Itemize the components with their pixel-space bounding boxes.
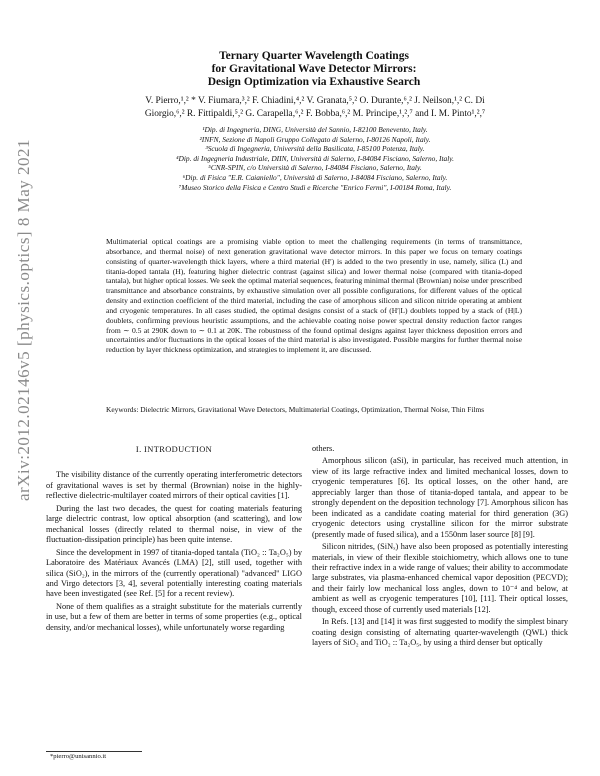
affiliations	[70, 125, 560, 192]
left-column	[46, 442, 302, 635]
keywords: Keywords: Dielectric Mirrors, Gravitational Wave Detectors, Multimaterial Coatings, Optimization, Thermal Noise, Thin Films	[106, 405, 485, 414]
paragraph: During the last two decades, the quest for coating materials featuring large dielectric contrast, low optical absorption (and scattering), and low mechanical losses (directly related to thermal noise, in view of the fluctuation-dissipation principle) has been quite intense.	[46, 503, 302, 545]
paragraph: Amorphous silicon (aSi), in particular, has received much attention, in view of its large refractive index and limited mechanical losses, down to cryogenic temperatures [6]. Its optical losses, on the other hand, are appreciably larger than those of titania-doped tantala, and appear to be strongly dependent on the deposition technology [7]. Amorphous silicon has been indicated as a candidate coating material for third generation (3G) cryogenic detectors using crystalline silicon for the mirror substrate (presently made of fused silica), and a 1550nm laser source [8] [9].	[312, 456, 568, 539]
paragraph: The visibility distance of the currently operating interferometric detectors of gravitational waves is set by thermal (Brownian) noise in the highly-reflective dielectric-multilayer coated mirrors of their optical cavities [1].	[46, 470, 302, 501]
title-line-1: Ternary Quarter Wavelength Coatings	[219, 50, 409, 62]
paragraph: Silicon nitrides, (SiNₓ) have also been proposed as potentially interesting materials, in view of their flexible stoichiometry, which allows one to tune their refractive index in a wide range of values; their ability to accommodate large substrates, via plasma-enhanced chemical vapor deposition (PECVD); and their fairly low mechanical loss angles, down to 10⁻⁴ and below, at ambient as well as cryogenic temperatures [10], [11]. Their optical losses, though, exceed those of currently used materials [12].	[312, 542, 568, 614]
paper-title	[60, 50, 568, 89]
section-heading: I. INTRODUCTION	[135, 445, 213, 454]
affiliation-2: ²INFN, Sezione di Napoli Gruppo Collegato di Salerno, I-80126 Napoli, Italy.	[199, 134, 431, 144]
paragraph: In Refs. [13] and [14] it was first suggested to modify the simplest binary coating design consisting of alternating quarter-wavelength (QWL) thick layers of SiO₂ and TiO₂ :: Ta₂O₅, by using a third denser but optically	[312, 617, 568, 648]
paragraph: None of them qualifies as a straight substitute for the materials currently in use, but a few of them are better in terms of some properties (e.g., optical density, and/or mechanical losses), while unfortunately worse regarding	[46, 601, 302, 632]
affiliation-7: ⁷Museo Storico della Fisica e Centro Studi e Ricerche "Enrico Fermi", I-00184 Roma, Italy.	[178, 182, 452, 192]
arxiv-identifier	[12, 20, 36, 620]
paragraph-continuation: others.	[312, 444, 335, 453]
affiliation-4: ⁴Dip. di Ingegneria Industriale, DIIN, Università di Salerno, I-84084 Fisciano, Salerno, Italy.	[175, 153, 455, 163]
affiliation-5: ⁵CNR-SPIN, c/o Università di Salerno, I-84084 Fisciano, Salerno, Italy.	[208, 163, 422, 173]
affiliation-3: ³Scuola di Ingegneria, Università della Basilicata, I-85100 Potenza, Italy.	[205, 144, 425, 154]
affiliation-1: ¹Dip. di Ingegneria, DING, Università del Sannio, I-82100 Benevento, Italy.	[202, 125, 428, 134]
right-column	[312, 444, 568, 651]
footnote-rule	[46, 751, 142, 752]
affiliation-6: ⁶Dip. di Fisica "E.R. Caianiello", Università di Salerno, I-84084 Fisciano, Salerno, Italy.	[182, 172, 448, 182]
paragraph: Since the development in 1997 of titania-doped tantala (TiO₂ :: Ta₂O₅) by Laboratoire des Matériaux Avancés (LMA) [2], still used, together with silica (SiO₂), in the mirrors of the (currently operational) "advanced" LIGO and Virgo detectors [3, 4], several potentially interesting coating materials have been investigated (see Ref. [5] for a recent review).	[46, 547, 302, 599]
author-list	[78, 95, 552, 121]
arxiv-id-text: arXiv:2012.02146v5 [physics.optics] 8 May 2021	[14, 138, 33, 502]
authors-line-2: Giorgio,⁶,² R. Fittipaldi,⁵,² G. Carapella,⁶,² F. Bobba,⁶,² M. Principe,¹,²,⁷ and I. M. Pinto¹,²,⁷	[144, 109, 486, 119]
abstract: Multimaterial optical coatings are a promising viable option to meet the challenging requirements (in terms of transmittance, absorbance, and thermal noise) of next generation gravitational wave detector mirrors. In this paper we focus on ternary coatings consisting of quarter-wavelength thick layers, where a third material (H′) is added to the two presently in use, namely, silica (L) and titania-doped tantala (H), featuring higher dielectric contrast (against silica) and lower thermal noise (compared with titania-doped tantala), but higher optical losses. We seek the optimal material sequences, featuring minimal thermal (Brownian) noise under prescribed transmittance and absorbance constraints, by exhaustive simulation over all possible configurations, for different values of the optical density and extinction coefficient of the third material, including the case of amorphous silicon and silicon nitride operating at ambient and cryogenic temperatures. In all cases studied, the optimal designs consist of a stack of (H′|L) doublets topped by a stack of (H|L) doublets, confirming previous heuristic assumptions, and the achievable coating noise power spectral density reduction factor ranges from ∼ 0.5 at 290K down to ∼ 0.1 at 20K. The robustness of the found optimal designs against layer thickness deposition errors and uncertainties and/or fluctuations in the optical losses of the third material is also investigated. Possible margins for further thermal noise reduction by layer thickness optimization, and strategies to implement it, are discussed.	[106, 237, 522, 355]
footnote-email: *pierro@unisannio.it	[50, 753, 107, 760]
title-line-2: for Gravitational Wave Detector Mirrors:	[211, 63, 417, 75]
authors-line-1: V. Pierro,¹,² * V. Fiumara,³,² F. Chiadini,⁴,² V. Granata,⁵,² O. Durante,⁶,² J. Neilson,¹,² C. Di	[145, 96, 485, 106]
title-line-3: Design Optimization via Exhaustive Search	[207, 76, 421, 88]
